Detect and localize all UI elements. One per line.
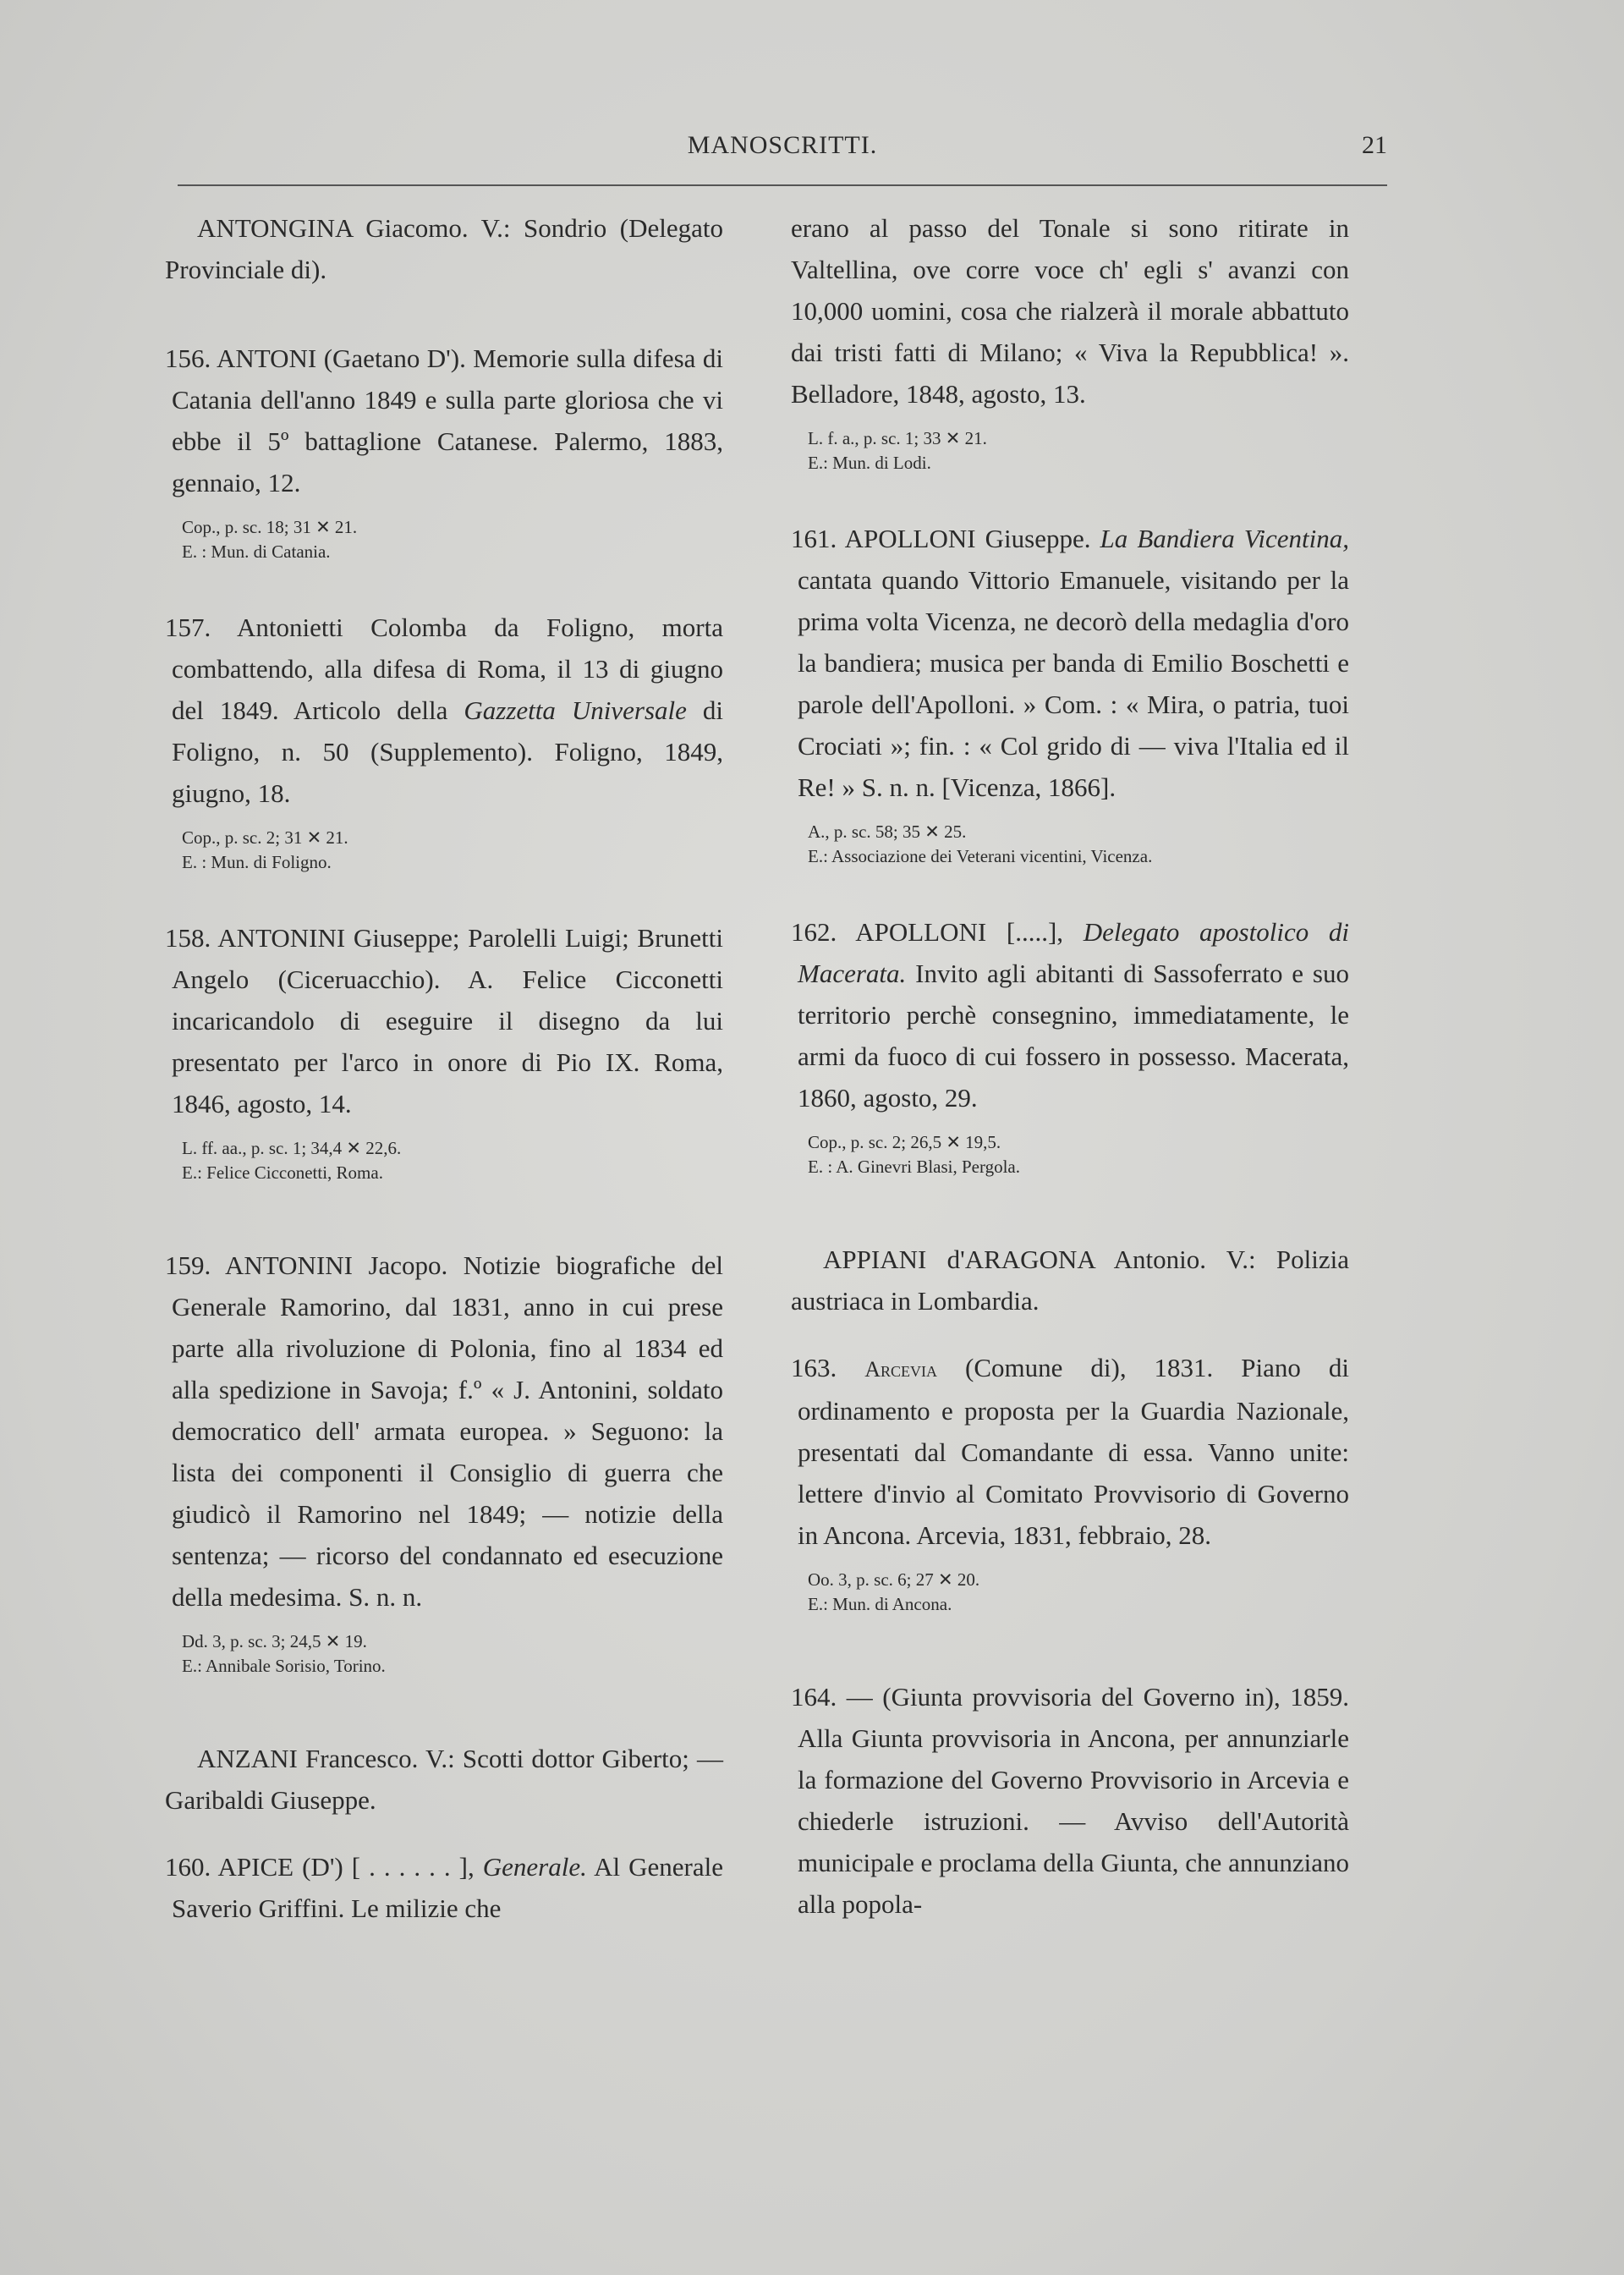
entry-text: 159. ANTONINI Jacopo. Notizie biografiche del Generale Ramorino, dal 1831, anno in cui prese parte alla rivoluzione di Polonia, fino al 1834 ed alla spedizione in Savoja; f.º « J. Antonini, soldato democratico dell' armata europea. » Seguono: la lista dei componenti il Consiglio di guerra che giudicò il Ramorino nel 1849; — notizie della sentenza; — ricorso del condannato ed esecuzione della medesima. S. n. n. — [165, 1250, 723, 1612]
role-title: Delegato apostolico di Macerata. — [798, 917, 1350, 988]
header-rule — [178, 184, 1387, 186]
cross-reference-appiani: APPIANI d'ARAGONA Antonio. V.: Polizia austriaca in Lombardia. — [791, 1245, 1349, 1316]
note-physical: L. f. a., p. sc. 1; 33 ✕ 21. — [808, 428, 987, 448]
entry-text: 164. — (Giunta provvisoria del Governo in), 1859. Alla Giunta provvisoria in Ancona, per annunziarle la formazione del Governo Provvisorio in Arcevia e chiederle istruzioni. — Avviso dell'Autorità municipale e proclama della Giunta, che annunziano alla popola- — [791, 1682, 1349, 1919]
note-physical: Oo. 3, p. sc. 6; 27 ✕ 20. — [808, 1569, 980, 1590]
entry-160: 160. APICE (D') [ . . . . . . ], Generale. Al Generale Saverio Griffini. Le milizie che — [165, 1852, 723, 1923]
entry-161-note — [791, 820, 1349, 869]
note-physical: L. ff. aa., p. sc. 1; 34,4 ✕ 22,6. — [182, 1138, 402, 1158]
entry-164 — [791, 1676, 1349, 1925]
entry-157: 157. Antonietti Colomba da Foligno, morta combattendo, alla difesa di Roma, il 13 di giugno del 1849. Articolo della Gazzetta Universale di Foligno, n. 50 (Supplemento). Foligno, 1849, giugno, 18. — [165, 613, 723, 808]
entry-159-note — [165, 1629, 723, 1679]
note-physical: Cop., p. sc. 2; 26,5 ✕ 19,5. — [808, 1132, 1001, 1152]
cross-reference-anzani: ANZANI Francesco. V.: Scotti dottor Giberto; — Garibaldi Giuseppe. — [165, 1744, 723, 1815]
note-owner: E.: Annibale Sorisio, Torino. — [182, 1656, 386, 1676]
note-owner: E. : Mun. di Catania. — [182, 541, 331, 562]
entry-text: 158. ANTONINI Giuseppe; Parolelli Luigi; Brunetti Angelo (Ciceruacchio). A. Felice Cicconetti incaricandolo di eseguire il disegno da lui presentato per l'arco in onore di Pio IX. Roma, 1846, agosto, 14. — [165, 923, 723, 1118]
entry-163: 163. Arcevia (Comune di), 1831. Piano di ordinamento e proposta per la Guardia Nazionale, presentati dal Comandante di essa. Vanno unite: lettere d'invio al Comitato Provvisorio di Governo in Ancona. Arcevia, 1831, febbraio, 28. — [791, 1353, 1349, 1550]
entry-156-note — [165, 515, 723, 564]
running-title: MANOSCRITTI. — [687, 131, 878, 159]
entry-163-note — [791, 1568, 1349, 1617]
work-title: La Bandiera Vicentina, — [1100, 524, 1349, 553]
entry-161: 161. APOLLONI Giuseppe. La Bandiera Vicentina, cantata quando Vittorio Emanuele, visitando per la prima volta Vicenza, ne decorò della medaglia d'oro la bandiera; musica per banda di Emilio Boschetti e parole dell'Apolloni. » Com. : « Mira, o patria, tuoi Crociati »; fin. : « Col grido di — viva l'Italia ed il Re! » S. n. n. [Vicenza, 1866]. — [791, 524, 1349, 802]
entry-158-note — [165, 1136, 723, 1185]
entry-160-continued: erano al passo del Tonale si sono ritirate in Valtellina, ove corre voce ch' egli s' avanzi con 10,000 uomini, cosa che rialzerà il morale abbattuto dai tristi fatti di Milano; « Viva la Repubblica! ». Belladore, 1848, agosto, 13. — [791, 213, 1349, 409]
note-owner: E.: Mun. di Lodi. — [808, 453, 931, 473]
role-title: Generale. — [482, 1852, 587, 1882]
page-number: 21 — [1362, 131, 1387, 159]
note-owner: E. : A. Ginevri Blasi, Pergola. — [808, 1157, 1021, 1177]
entry-158 — [165, 917, 723, 1124]
note-owner: E.: Mun. di Ancona. — [808, 1594, 952, 1614]
note-physical: A., p. sc. 58; 35 ✕ 25. — [808, 822, 967, 842]
entry-160-note — [791, 426, 1349, 475]
entry-156 — [165, 338, 723, 503]
entry-162: 162. APOLLONI [.....], Delegato apostolico di Macerata. Invito agli abitanti di Sassoferrato e suo territorio perchè consegnino, immediatamente, le armi da fuoco di cui fossero in possesso. Macerata, 1860, agosto, 29. — [791, 917, 1350, 1113]
left-column — [165, 207, 723, 1929]
entry-162-note — [791, 1130, 1349, 1179]
cross-reference-antongina: ANTONGINA Giacomo. V.: Sondrio (Delegato Provinciale di). — [165, 213, 723, 284]
note-physical: Dd. 3, p. sc. 3; 24,5 ✕ 19. — [182, 1631, 367, 1651]
note-physical: Cop., p. sc. 18; 31 ✕ 21. — [182, 517, 358, 537]
place-name: Arcevia — [864, 1357, 938, 1382]
note-owner: E.: Associazione dei Veterani vicentini, Vicenza. — [808, 846, 1153, 866]
right-column — [791, 207, 1349, 1925]
entry-157-note — [165, 826, 723, 875]
page-header — [178, 131, 1387, 173]
entry-text: 156. ANTONI (Gaetano D'). Memorie sulla difesa di Catania dell'anno 1849 e sulla parte gloriosa che vi ebbe il 5º battaglione Catanese. Palermo, 1883, gennaio, 12. — [165, 343, 723, 497]
note-owner: E. : Mun. di Foligno. — [182, 852, 332, 872]
note-physical: Cop., p. sc. 2; 31 ✕ 21. — [182, 827, 348, 848]
note-owner: E.: Felice Cicconetti, Roma. — [182, 1162, 383, 1183]
entry-159 — [165, 1245, 723, 1618]
periodical-title: Gazzetta Universale — [464, 695, 687, 725]
